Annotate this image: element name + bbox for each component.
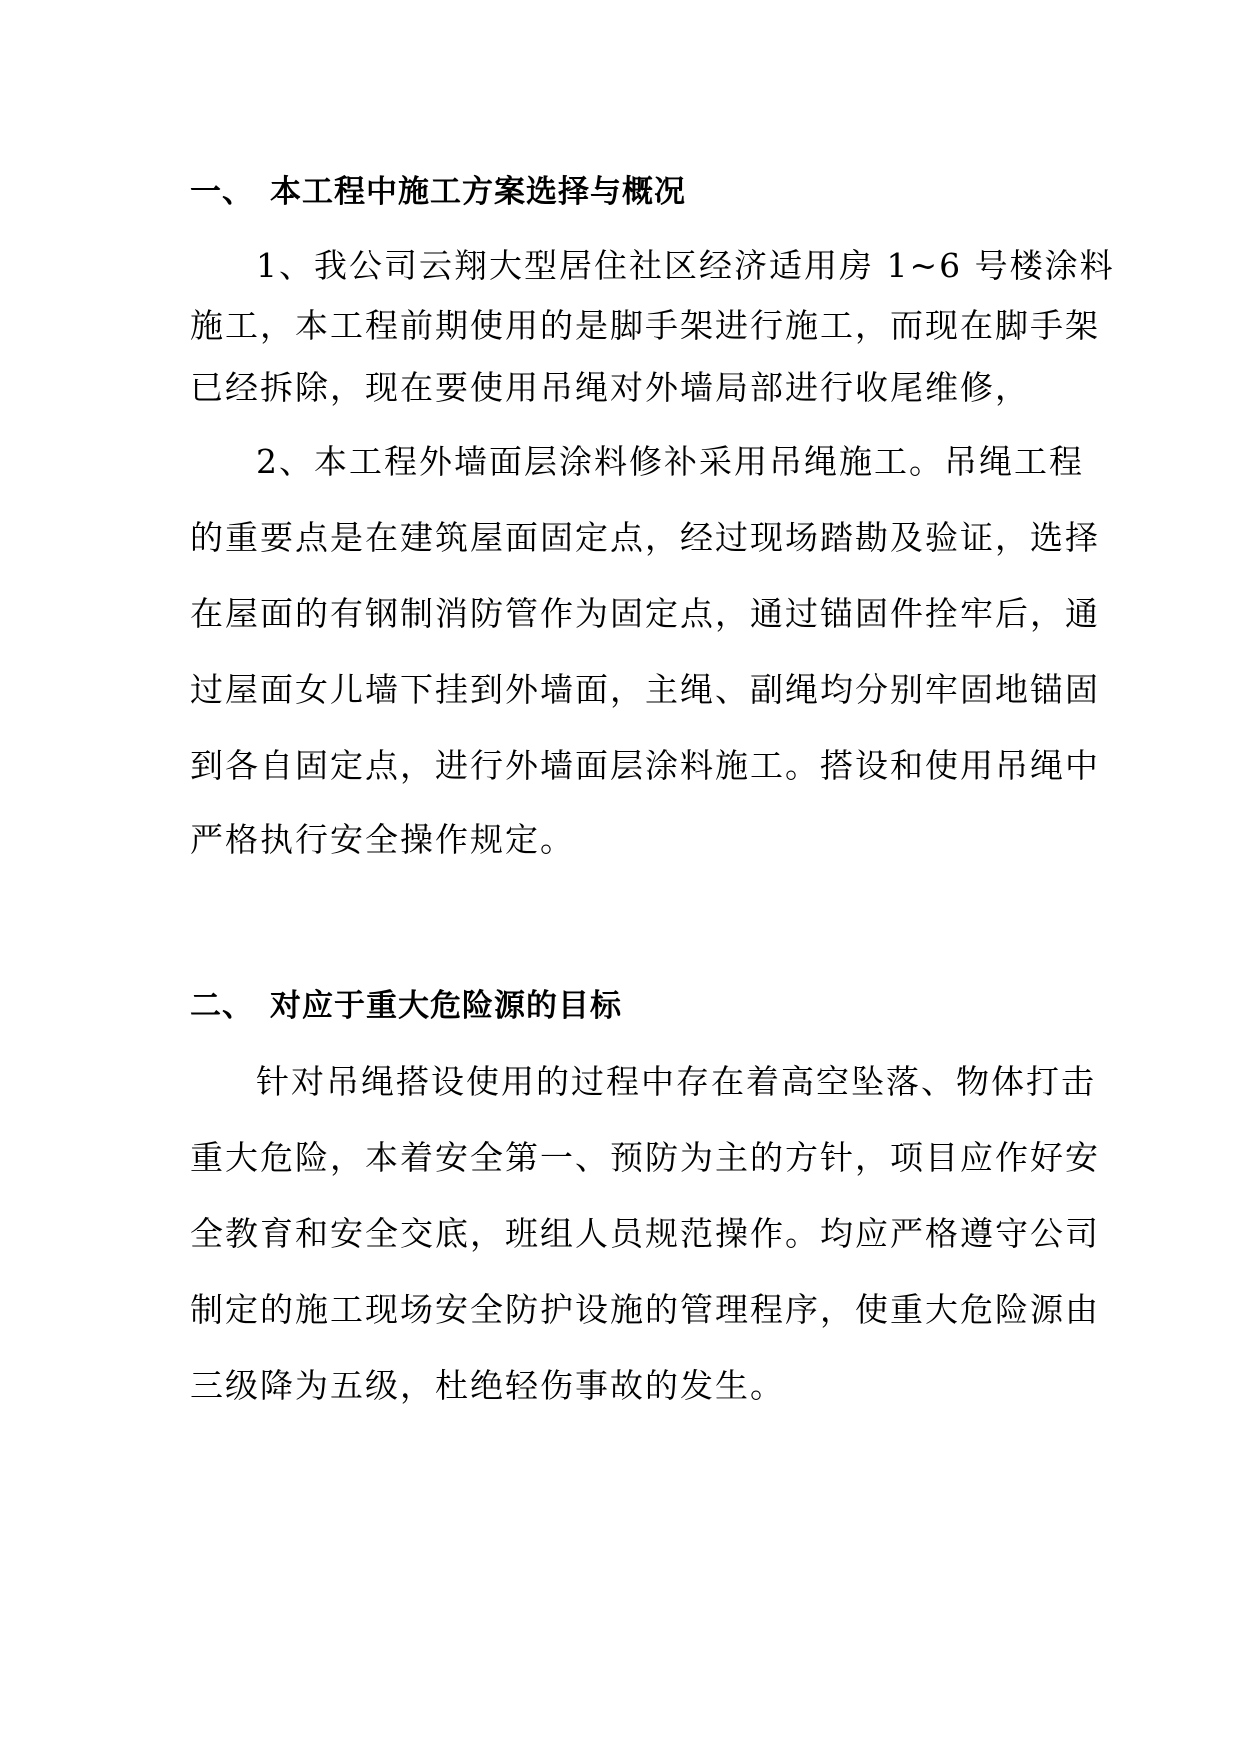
section-2-number: 二、 [190, 988, 254, 1024]
paragraph-line: 三级降为五级，杜绝轻伤事故的发生。 [190, 1366, 785, 1405]
paragraph-line: 2、本工程外墙面层涂料修补采用吊绳施工。吊绳工程 [256, 442, 1084, 481]
paragraph-line: 的重要点是在建筑屋面固定点，经过现场踏勘及验证，选择 [190, 518, 1100, 557]
section-1-heading [190, 172, 686, 212]
paragraph-line: 全教育和安全交底，班组人员规范操作。均应严格遵守公司 [190, 1214, 1100, 1253]
paragraph-line: 已经拆除，现在要使用吊绳对外墙局部进行收尾维修， [190, 368, 1030, 407]
paragraph-line: 施工，本工程前期使用的是脚手架进行施工，而现在脚手架 [190, 306, 1100, 345]
paragraph-line: 1、我公司云翔大型居住社区经济适用房 1~6 号楼涂料 [256, 246, 1115, 285]
paragraph-line: 过屋面女儿墙下挂到外墙面，主绳、副绳均分别牢固地锚固 [190, 670, 1100, 709]
paragraph-line: 到各自固定点，进行外墙面层涂料施工。搭设和使用吊绳中 [190, 746, 1100, 785]
section-1-title: 本工程中施工方案选择与概况 [270, 174, 686, 210]
paragraph-line: 重大危险，本着安全第一、预防为主的方针，项目应作好安 [190, 1138, 1100, 1177]
section-2-heading [190, 986, 622, 1026]
paragraph-line: 在屋面的有钢制消防管作为固定点，通过锚固件拴牢后，通 [190, 594, 1100, 633]
section-2-title: 对应于重大危险源的目标 [270, 988, 622, 1024]
paragraph-line: 严格执行安全操作规定。 [190, 820, 575, 859]
section-1-number: 一、 [190, 174, 254, 210]
paragraph-line: 针对吊绳搭设使用的过程中存在着高空坠落、物体打击 [256, 1062, 1096, 1101]
paragraph-line: 制定的施工现场安全防护设施的管理程序，使重大危险源由 [190, 1290, 1100, 1329]
